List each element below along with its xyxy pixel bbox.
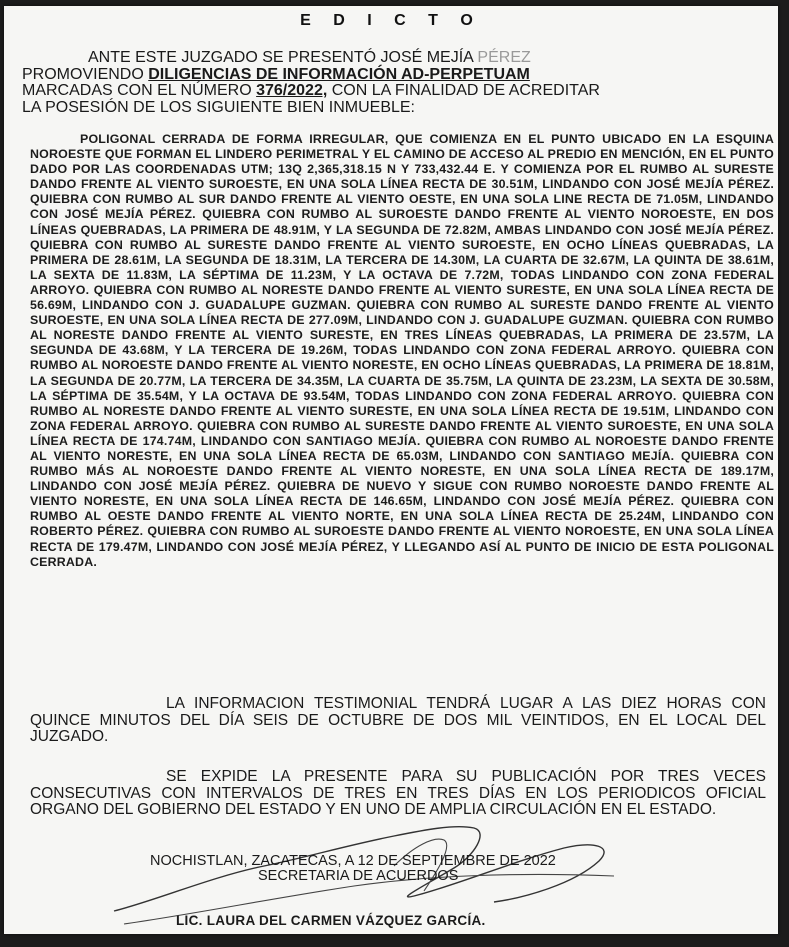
case-number: 376/2022, — [256, 82, 328, 100]
description-part: QUIEBRA CON RUMBO AL NORESTE DANDO FRENTE AL VIENTO SURESTE, EN UNA SOLA LÍNEA RECTA DE 19.51M, LINDANDO CON ZONA FEDERAL ARROYO. QUIEBRA CON RUMBO AL SURESTE DANDO FRENTE AL VIENTO SUROESTE, EN UNA SOLA LÍNEA RECTA DE 174.74M, LINDANDO CON SANTIAGO MEJÍA. — [30, 388, 774, 448]
signature-block — [150, 854, 710, 884]
description-part: QUIEBRA CON RUMBO AL NOROESTE DANDO FRENTE AL VIENTO NORESTE, EN UNA SOLA LÍNEA RECTA DE 65.03M, LINDANDO CON SANTIAGO MEJÍA. QUIEBRA CON RUMBO MÁS AL NOROESTE DANDO FRENTE AL VIENTO NORESTE, EN UNA SOLA LÍNEA RECTA DE 189.17M, LINDANDO CON JOSÉ MEJÍA PÉREZ. — [30, 433, 774, 494]
description-part: QUIEBRA CON RUMBO AL SUROESTE DANDO FRENTE AL VIENTO NOROESTE, EN UNA SOLA LÍNEA RECTA DE 179.47M, LINDANDO CON JOSÉ MEJÍA PÉREZ, Y LLEGANDO ASÍ AL PUNTO DE INICIO DE ESTA POLIGONAL CERRADA. — [30, 524, 774, 569]
document-title: E D I C T O — [300, 12, 482, 29]
property-description — [30, 132, 774, 570]
secretary-title: SECRETARIA DE ACUERDOS — [258, 868, 459, 884]
description-part: QUIEBRA CON RUMBO AL SURESTE DANDO FRENTE AL VIENTO SUROESTE, EN OCHO LÍNEAS QUEBRADAS, LA PRIMERA DE 28.61M, LA SEGUNDA DE 18.31M, LA TERCERA DE 14.30M, LA CUARTA DE 32.67M, LA QUINTA DE 38.61M, LA SEXTA DE 11.83M, LA SÉPTIMA DE 11.23M, Y LA OCTAVA DE 7.72M, TODAS LINDANDO CON ZONA FEDERAL ARROYO. — [30, 237, 774, 297]
description-part: QUIEBRA CON RUMBO AL NORESTE DANDO FRENTE AL VIENTO SURESTE, EN TRES LÍNEAS QUEBRADAS, LA PRIMERA DE 23.57M, LA SEGUNDA DE 43.68M, Y LA TERCERA DE 19.26M, TODAS LINDANDO CON ZONA FEDERAL ARROYO. — [30, 313, 774, 358]
intro-line2: PROMOVIENDO — [22, 65, 144, 83]
description-part: QUIEBRA DE NUEVO Y SIGUE CON RUMBO NOROESTE DANDO FRENTE AL VIENTO NORESTE, EN UNA SOLA LÍNEA RECTA DE 146.65M, LINDANDO CON JOSÉ MEJÍA PÉREZ. QUIEBRA CON RUMBO AL OESTE DANDO FRENTE AL VIENTO NORTE, EN UNA SOLA LÍNEA RECTA DE 25.24M, LINDANDO CON ROBERTO PÉREZ. — [30, 479, 774, 539]
place-date: NOCHISTLAN, ZACATECAS, A 12 DE SEPTIEMBRE DE 2022 — [150, 853, 556, 869]
intro-paragraph — [22, 50, 774, 117]
description-part: POLIGONAL CERRADA DE FORMA IRREGULAR, QUE COMIENZA EN EL PUNTO UBICADO EN LA ESQUINA NOROESTE QUE FORMAN EL LINDERO PERIMETRAL Y EL CAMINO DE ACCESO AL PREDIO EN MENCIÓN, EN EL PUNTO DADO POR LAS COORDENADAS UTM; 13Q 2,365,318.15 N Y 733,432.44 E. Y COMIENZA POR EL RUMBO AL SURESTE DANDO FRENTE AL VIENTO SUROESTE, EN UNA SOLA LÍNEA RECTA DE 30.51M, LINDANDO CON JOSÉ MEJÍA PÉREZ. QUIEBRA CON RUMBO AL SUR DANDO FRENTE AL VIENTO OESTE, EN UNA SOLA LINE RECTA DE 71.05M, LINDANDO CON JOSÉ MEJÍA PÉREZ. QUIEBRA CON RUMBO AL SUROESTE DANDO FRENTE AL VIENTO NOROESTE, EN DOS LÍNEAS QUEBRADAS, LA PRIMERA DE 48.91M, Y LA SEGUNDA DE 72.82M, AMBAS LINDANDO CON JOSÉ MEJÍA PÉREZ. — [30, 132, 774, 237]
testimonial-text: LA INFORMACION TESTIMONIAL TENDRÁ LUGAR A LAS DIEZ HORAS CON QUINCE MINUTOS DEL DÍA SEIS DE OCTUBRE DE DOS MIL VEINTIDOS, EN EL LOCAL DEL JUZGADO. — [30, 695, 766, 746]
intro-line1: ANTE ESTE JUZGADO SE PRESENTÓ JOSÉ MEJÍA — [88, 49, 473, 66]
signer-name: LIC. LAURA DEL CARMEN VÁZQUEZ GARCÍA. — [176, 913, 486, 928]
intro-line3: MARCADAS CON EL NÚMERO — [22, 82, 252, 100]
publication-text: SE EXPIDE LA PRESENTE PARA SU PUBLICACIÓN POR TRES VECES CONSECUTIVAS CON INTERVALOS DE TRES EN TRES DÍAS EN LOS PERIODICOS OFICIAL ORGANO DEL GOBIERNO DEL ESTADO Y EN UNO DE AMPLIA CIRCULACIÓN EN EL ESTADO. — [30, 768, 766, 819]
intro-faded-word: PÉREZ — [477, 49, 531, 66]
intro-line4: LA POSESIÓN DE LOS SIGUIENTE BIEN INMUEBLE: — [22, 99, 415, 117]
proceeding-type: DILIGENCIAS DE INFORMACIÓN AD-PERPETUAM — [148, 65, 530, 83]
description-part: QUIEBRA CON RUMBO AL NOROESTE DANDO FRENTE AL VIENTO NORESTE, EN OCHO LÍNEAS QUEBRADAS, LA PRIMERA DE 18.81M, LA SEGUNDA DE 20.77M, LA TERCERA DE 34.35M, LA CUARTA DE 35.75M, LA QUINTA DE 23.23M, LA SEXTA DE 30.58M, LA SÉPTIMA DE 35.54M, Y LA OCTAVA DE 93.54M, TODAS LINDANDO CON ZONA FEDERAL ARROYO. — [30, 343, 774, 403]
intro-line3b: CON LA FINALIDAD DE ACREDITAR — [331, 82, 600, 100]
description-part: QUIEBRA CON RUMBO AL NORESTE DANDO FRENTE AL VIENTO SURESTE, EN UNA SOLA LÍNEA RECTA DE 56.69M, LINDANDO CON J. GUADALUPE GUZMAN. QUIEBRA CON RUMBO AL SURESTE DANDO FRENTE AL VIENTO SUROESTE, EN UNA SOLA LÍNEA RECTA DE 277.09M, LINDANDO CON J. GUADALUPE GUZMAN. — [30, 282, 774, 328]
testimonial-paragraph — [30, 696, 766, 746]
edict-document — [4, 6, 778, 934]
